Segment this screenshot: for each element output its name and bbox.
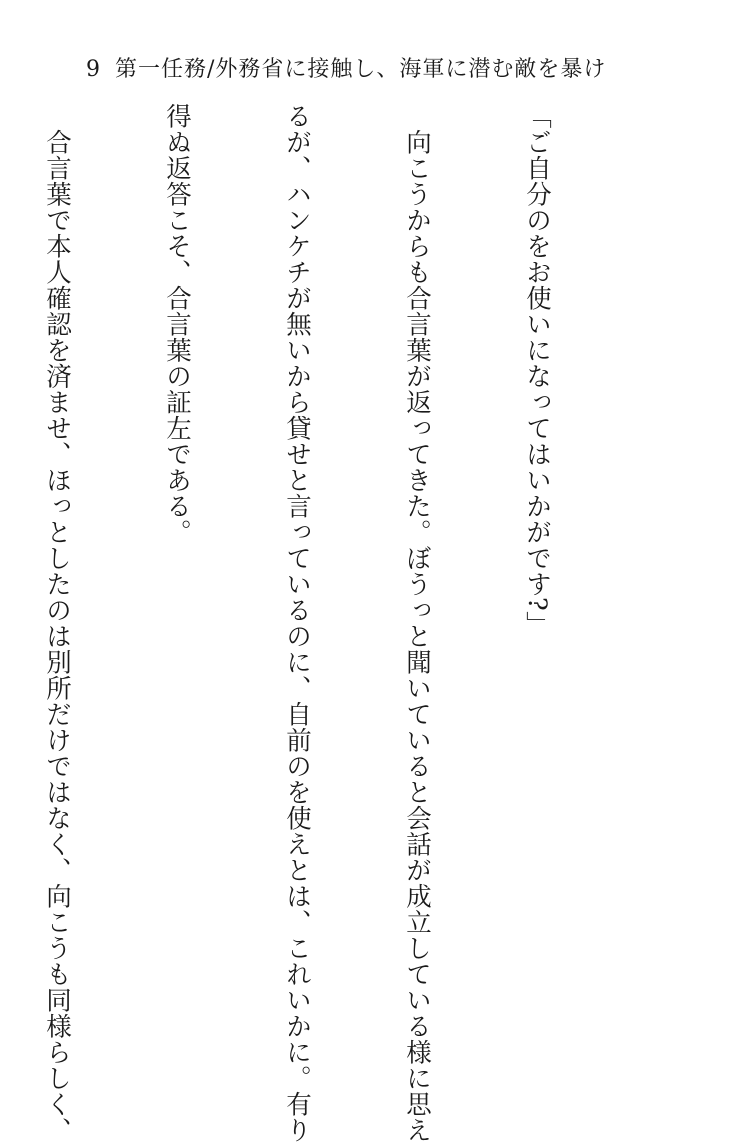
running-header — [86, 52, 606, 83]
text-line: 合言葉で本人確認を済ませ、ほっとしたのは別所だけではなく、向こうも同様らしく、 — [42, 103, 72, 1143]
vertical-body-text — [0, 103, 637, 1143]
text-line: るが、ハンケチが無いから貸せと言っているのに、自前のを使えとは、これいかに。有り — [282, 103, 312, 1143]
chapter-title: 第一任務/外務省に接触し、海軍に潜む敵を暴け — [115, 57, 607, 82]
text-line: 「ご自分のをお使いになってはいかがです?」 — [522, 103, 552, 638]
page-number: 9 — [86, 57, 101, 82]
text-line: 向こうからも合言葉が返ってきた。ぼうっと聞いていると会話が成立している様に思え — [402, 103, 432, 1143]
text-line: 得ぬ返答こそ、合言葉の証左である。 — [162, 103, 192, 545]
